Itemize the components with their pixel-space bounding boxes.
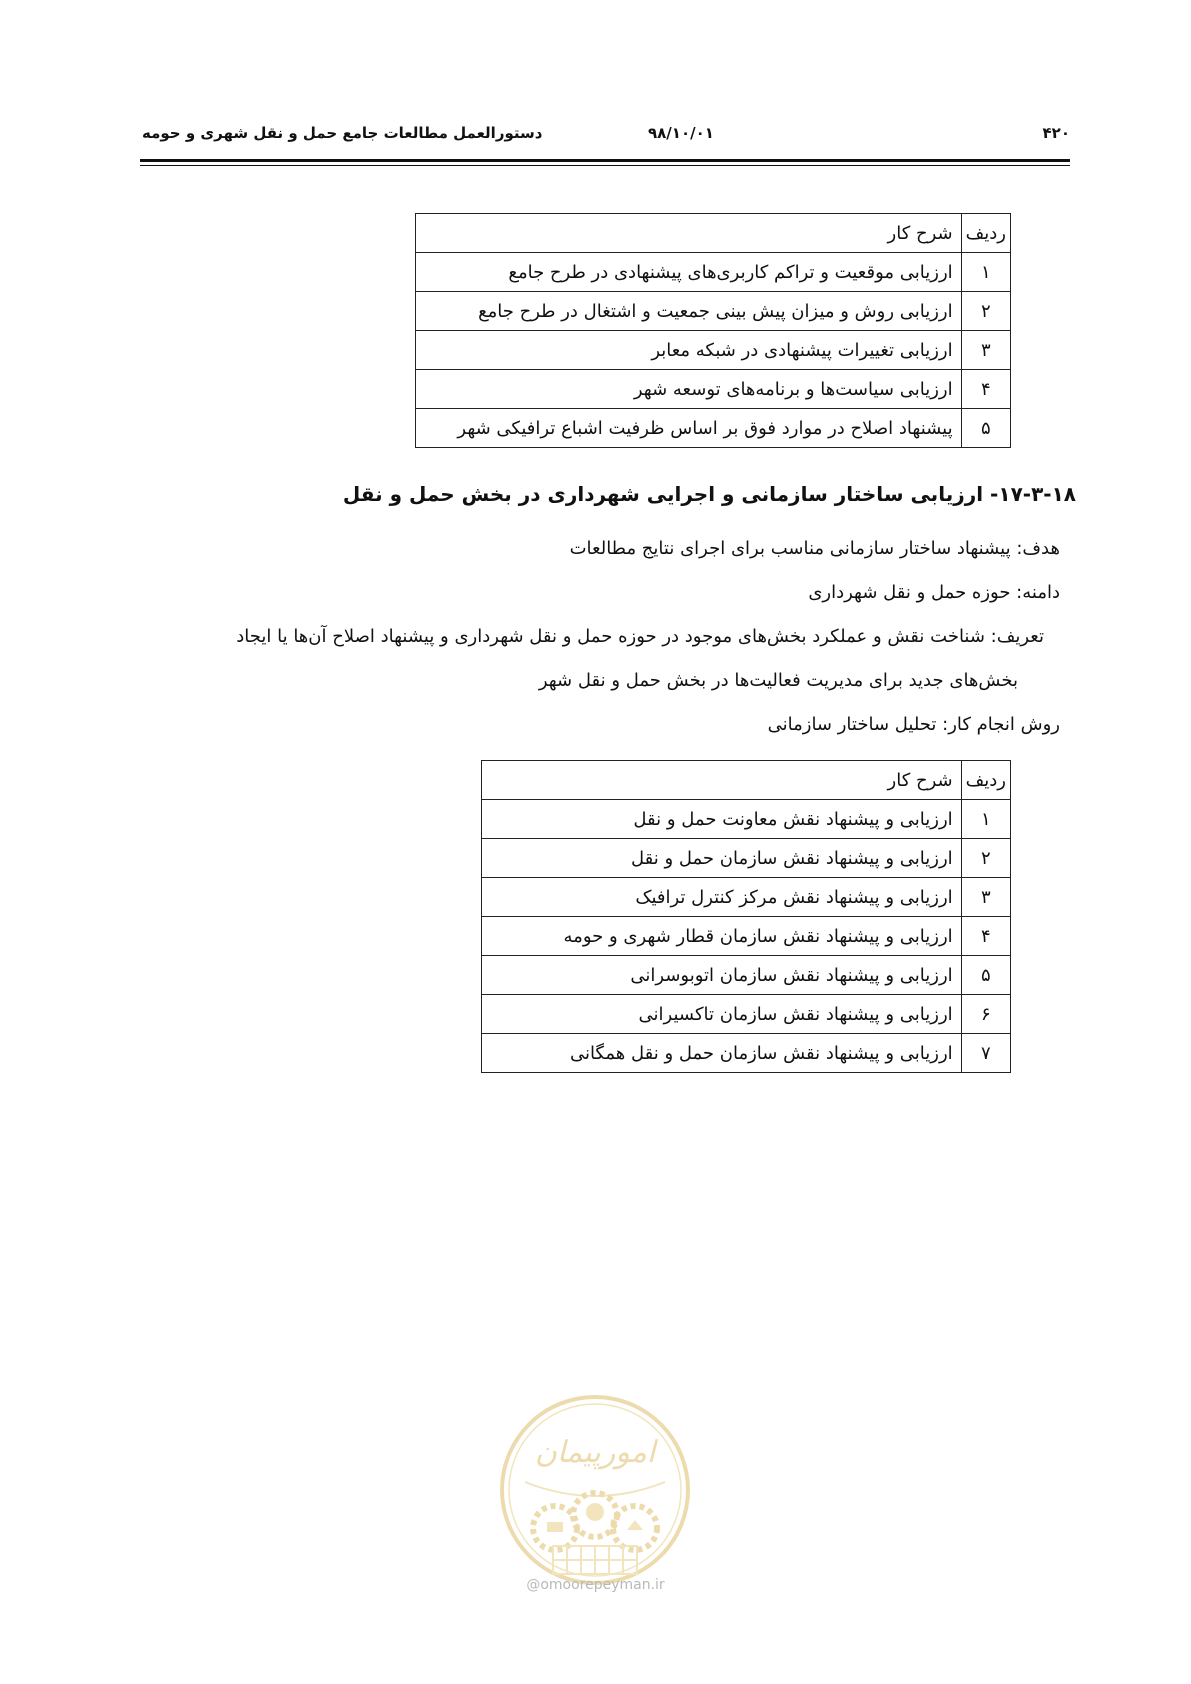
- row-num: ۱: [961, 800, 1010, 839]
- work-table-1: [415, 213, 1011, 448]
- row-num: ۷: [961, 1034, 1010, 1073]
- row-num: ۳: [961, 878, 1010, 917]
- row-desc: ارزیابی و پیشنهاد نقش سازمان قطار شهری و حومه: [482, 917, 962, 956]
- table-row: [416, 409, 1011, 448]
- page-number: ۴۲۰: [1042, 124, 1070, 142]
- row-desc: ارزیابی و پیشنهاد نقش سازمان تاکسیرانی: [482, 995, 962, 1034]
- row-num: ۳: [961, 331, 1010, 370]
- row-desc: پیشنهاد اصلاح در موارد فوق بر اساس ظرفیت اشباع ترافیکی شهر: [416, 409, 962, 448]
- row-num: ۴: [961, 917, 1010, 956]
- row-desc: ارزیابی موقعیت و تراکم کاربری‌های پیشنهادی در طرح جامع: [416, 253, 962, 292]
- row-num: ۵: [961, 409, 1010, 448]
- header-title: دستورالعمل مطالعات جامع حمل و نقل شهری و حومه: [142, 124, 543, 142]
- row-num: ۲: [961, 292, 1010, 331]
- table-header-row: [416, 214, 1011, 253]
- method-text: روش انجام کار: تحلیل ساختار سازمانی: [767, 714, 1060, 735]
- table-header-row: [482, 761, 1011, 800]
- scope-text: دامنه: حوزه حمل و نقل شهرداری: [808, 582, 1060, 603]
- column-header-num: ردیف: [961, 761, 1010, 800]
- table-row: [482, 839, 1011, 878]
- row-num: ۲: [961, 839, 1010, 878]
- table-row: [482, 878, 1011, 917]
- watermark-logo-text: امورپیمان: [534, 1435, 656, 1470]
- table-row: [482, 917, 1011, 956]
- row-num: ۵: [961, 956, 1010, 995]
- at-icon: @: [526, 1577, 541, 1593]
- table-row: [482, 1034, 1011, 1073]
- table-row: [416, 331, 1011, 370]
- watermark-url-text: omoorepeyman.ir: [540, 1577, 665, 1593]
- row-desc: ارزیابی سیاست‌ها و برنامه‌های توسعه شهر: [416, 370, 962, 409]
- row-desc: ارزیابی و پیشنهاد نقش سازمان حمل و نقل همگانی: [482, 1034, 962, 1073]
- header-rule-thin: [140, 165, 1070, 166]
- column-header-num: ردیف: [961, 214, 1010, 253]
- row-num: ۶: [961, 995, 1010, 1034]
- row-desc: ارزیابی روش و میزان پیش بینی جمعیت و اشتغال در طرح جامع: [416, 292, 962, 331]
- header-rule: [140, 159, 1070, 162]
- row-desc: ارزیابی و پیشنهاد نقش سازمان حمل و نقل: [482, 839, 962, 878]
- row-num: ۱: [961, 253, 1010, 292]
- table-row: [416, 292, 1011, 331]
- table-row: [482, 800, 1011, 839]
- table-row: [482, 956, 1011, 995]
- header-date: ۹۸/۱۰/۰۱: [648, 124, 714, 142]
- row-desc: ارزیابی و پیشنهاد نقش سازمان اتوبوسرانی: [482, 956, 962, 995]
- row-desc: ارزیابی و پیشنهاد نقش مرکز کنترل ترافیک: [482, 878, 962, 917]
- definition-text-line1: تعریف: شناخت نقش و عملکرد بخش‌های موجود در حوزه حمل و نقل شهرداری و پیشنهاد اصلاح آن‌ها یا ایجاد: [236, 626, 1044, 647]
- column-header-desc: شرح کار: [416, 214, 962, 253]
- watermark-url: [0, 1577, 1191, 1593]
- goal-text: هدف: پیشنهاد ساختار سازمانی مناسب برای اجرای نتایج مطالعات: [569, 538, 1060, 559]
- table-row: [416, 253, 1011, 292]
- definition-text-line2: بخش‌های جدید برای مدیریت فعالیت‌ها در بخش حمل و نقل شهر: [538, 670, 1018, 691]
- table-row: [416, 370, 1011, 409]
- row-desc: ارزیابی و پیشنهاد نقش معاونت حمل و نقل: [482, 800, 962, 839]
- table-row: [482, 995, 1011, 1034]
- watermark-logo: [495, 1390, 695, 1590]
- work-table-2: [481, 760, 1011, 1073]
- row-num: ۴: [961, 370, 1010, 409]
- section-heading: ۱۷-۳-۱۸- ارزیابی ساختار سازمانی و اجرایی شهرداری در بخش حمل و نقل: [342, 482, 1076, 506]
- row-desc: ارزیابی تغییرات پیشنهادی در شبکه معابر: [416, 331, 962, 370]
- column-header-desc: شرح کار: [482, 761, 962, 800]
